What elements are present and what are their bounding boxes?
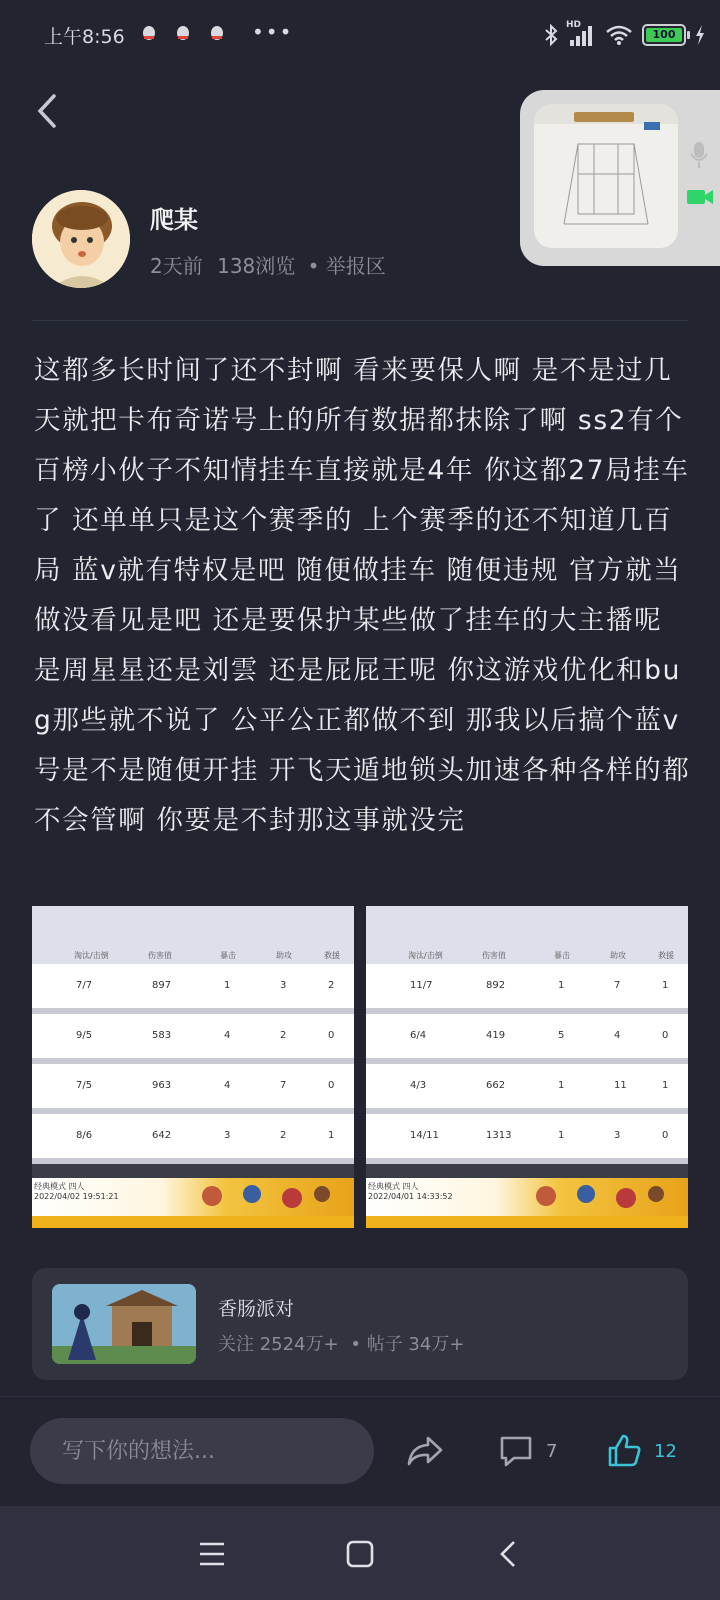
score-cell: 1313 [486,1130,512,1141]
score-cell: 892 [486,980,506,991]
score-column-header: 淘汰/击倒 [408,951,443,960]
score-row [366,1114,688,1158]
score-row [32,1114,354,1158]
comment-input[interactable] [30,1418,374,1484]
post-image[interactable] [366,906,688,1228]
score-cell: 897 [152,980,172,991]
score-cell: 7/5 [76,1080,93,1091]
score-cell: 4/3 [410,1080,427,1091]
comment-icon [498,1434,534,1468]
score-column-header: 暴击 [554,951,570,960]
game-posts: • 帖子 34万+ [350,1334,465,1355]
qq-notification-icon [140,25,158,43]
score-column-header: 救援 [658,951,674,960]
post-meta [150,250,386,279]
score-cell: 9/5 [76,1030,93,1041]
score-cell: 419 [486,1030,506,1041]
score-row [366,1014,688,1058]
score-cell: 0 [662,1130,669,1141]
qq-notification-icon [174,25,192,43]
floating-video-window[interactable] [520,90,720,266]
divider [32,320,688,321]
score-cell: 2 [328,980,335,991]
score-cell: 3 [224,1130,231,1141]
score-cell: 1 [558,1130,565,1141]
score-cell: 1 [662,1080,669,1091]
post-body-text: 这都多长时间了还不封啊 看来要保人啊 是不是过几天就把卡布奇诺号上的所有数据都抹除了啊 ss2有个百榜小伙子不知情挂车直接就是4年 你这都27局挂车了 还单单只是这个赛季的 上个赛季的还不知道几百局 蓝v就有特权是吧 随便做挂车 随便违规 官方就当做没看见是吧 还是要保护某些做了挂车的大主播呢 是周星星还是刘雲 还是屁屁王呢 你这游戏优化和bug那些就不说了 公平公正都做不到 那我以后搞个蓝v号是不是随便开挂 开飞天遁地锁头加速各种各样的都不会管啊 你要是不封那这事就没完 [34,355,691,836]
score-columns [366,950,688,964]
score-cell: 5 [558,1030,565,1041]
score-row [366,964,688,1008]
author-name[interactable]: 爬某 [150,206,198,234]
score-row [366,1064,688,1108]
score-cell: 1 [328,1130,335,1141]
comment-button[interactable] [498,1430,557,1472]
microphone-icon[interactable] [688,140,710,170]
battery-icon [642,24,686,46]
comment-count: 7 [546,1440,558,1462]
score-cell: 3 [614,1130,621,1141]
menu-icon[interactable] [192,1534,232,1574]
video-preview[interactable] [534,104,678,248]
game-card[interactable] [32,1268,688,1380]
match-date: 2022/04/01 14:33:52 [368,1192,453,1201]
back-nav-icon[interactable] [490,1534,530,1574]
score-row [32,964,354,1008]
score-cell: 3 [280,980,287,991]
score-column-header: 助攻 [276,951,292,960]
game-artwork-image [52,1284,196,1364]
score-cell: 8/6 [76,1130,93,1141]
score-cell: 11 [614,1080,627,1091]
sketch-drawing-image [534,104,678,248]
avatar-image [32,190,130,288]
system-nav-bar [0,1506,720,1600]
score-row [32,1064,354,1108]
match-mode: 经典模式 四人 [34,1182,85,1191]
score-cell: 1 [558,980,565,991]
home-icon[interactable] [340,1534,380,1574]
author-avatar[interactable] [32,190,130,288]
chevron-left-icon [28,88,68,134]
score-cell: 2 [280,1130,287,1141]
score-cell: 4 [224,1030,231,1041]
score-cell: 2 [280,1030,287,1041]
score-cell: 642 [152,1130,172,1141]
score-cell: 4 [224,1080,231,1091]
score-column-header: 淘汰/击倒 [74,951,109,960]
network-type: HD [566,20,582,30]
banner-footer [366,1216,688,1228]
share-button[interactable] [406,1430,444,1472]
game-stats [218,1330,464,1356]
score-cell: 662 [486,1080,506,1091]
bluetooth-icon [544,23,558,47]
score-column-header: 伤害值 [148,951,172,960]
game-name: 香肠派对 [218,1298,295,1320]
signal-icon [566,22,596,48]
game-thumbnail [52,1284,196,1364]
status-icons [544,20,706,50]
score-cell: 11/7 [410,980,433,991]
match-mode: 经典模式 四人 [368,1182,419,1191]
score-cell: 0 [662,1030,669,1041]
score-column-header: 暴击 [220,951,236,960]
back-button[interactable] [28,88,68,134]
share-icon [406,1434,444,1468]
score-column-header: 救援 [324,951,340,960]
match-date: 2022/04/02 19:51:21 [34,1192,119,1201]
score-columns [32,950,354,964]
score-cell: 7 [280,1080,287,1091]
post-age: 2天前 [150,254,203,278]
score-cell: 14/11 [410,1130,439,1141]
status-bar [0,0,720,70]
qq-notification-icon [208,25,226,43]
status-time: 上午8:56 [44,26,125,48]
charging-icon [694,24,706,46]
battery-level: 100 [646,28,682,42]
banner-characters-image [516,1180,676,1214]
banner-characters-image [182,1180,342,1214]
score-cell: 1 [558,1080,565,1091]
score-cell: 963 [152,1080,172,1091]
like-button[interactable] [606,1430,677,1472]
divider [0,1396,720,1397]
post-views: 138浏览 [217,254,296,278]
video-camera-icon[interactable] [686,186,714,208]
score-column-header: 助攻 [610,951,626,960]
score-cell: 6/4 [410,1030,427,1041]
score-cell: 7 [614,980,621,991]
score-cell: 7/7 [76,980,93,991]
match-banner [366,1178,688,1216]
score-cell: 4 [614,1030,621,1041]
banner-footer [32,1216,354,1228]
match-banner [32,1178,354,1216]
score-row [32,1014,354,1058]
thumbs-up-icon [606,1433,642,1469]
post-section[interactable]: • 举报区 [307,254,386,278]
score-column-header: 伤害值 [482,951,506,960]
score-cell: 583 [152,1030,172,1041]
post-image[interactable] [32,906,354,1228]
game-followers: 关注 2524万+ [218,1334,339,1355]
like-count: 12 [654,1440,677,1462]
wifi-icon [604,23,634,47]
score-cell: 1 [662,980,669,991]
score-cell: 0 [328,1080,335,1091]
score-cell: 0 [328,1030,335,1041]
score-cell: 1 [224,980,231,991]
more-notifications: ••• [252,20,294,44]
